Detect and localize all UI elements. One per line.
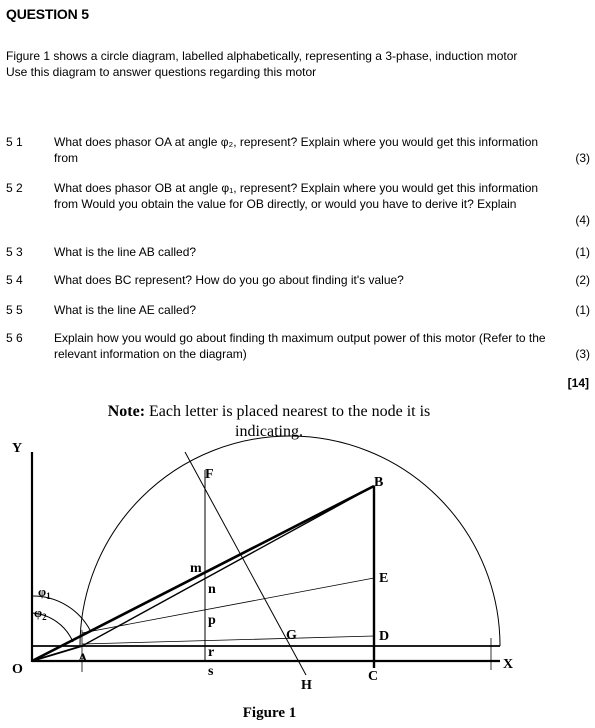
phi1-symbol: φ [38, 584, 47, 599]
label-s: s [208, 664, 214, 679]
line-ad [82, 636, 374, 644]
label-f: F [205, 467, 214, 482]
item-number: 5 1 [6, 135, 23, 149]
item-text: What does phasor OB at angle φ₁, represent? Explain where you would get this information from Would you obtain the value for OB directly, or would you have to derive it? Explain [54, 181, 539, 211]
note-text: Each letter is placed nearest to the node it is indicating. [149, 403, 431, 440]
label-a: A [78, 650, 88, 665]
label-p: p [208, 613, 216, 628]
item-marks: (2) [575, 273, 590, 287]
item-text: What does phasor OA at angle φ₂, represent? Explain where you would get this information from [54, 135, 539, 165]
label-phi2 [34, 605, 47, 622]
item-number: 5 5 [6, 303, 23, 317]
label-h: H [301, 678, 312, 693]
circle-diagram [0, 430, 595, 705]
label-d: D [379, 629, 390, 644]
item-number: 5 4 [6, 273, 23, 287]
item-marks: (4) [575, 213, 590, 227]
phasor-ob [32, 486, 374, 661]
figure-caption [0, 705, 595, 722]
item-text: What is the line AE called? [54, 303, 197, 317]
item-number: 5 6 [6, 331, 23, 345]
item-marks: (1) [575, 245, 590, 259]
label-c: C [368, 669, 379, 684]
label-x: X [503, 657, 514, 672]
label-phi1 [38, 584, 51, 601]
label-e: E [379, 571, 389, 586]
question-intro: Figure 1 shows a circle diagram, labelled alphabetically, representing a 3-phase, induction motor Use this diagram to answer questions regarding this motor [6, 49, 518, 79]
item-marks: (1) [575, 303, 590, 317]
label-o: O [12, 662, 23, 677]
phi1-subscript: 1 [46, 591, 51, 601]
item-number: 5 3 [6, 245, 23, 259]
label-n: n [208, 582, 216, 597]
item-marks: (3) [575, 347, 590, 361]
caption-text: Figure 1 [242, 705, 297, 721]
item-marks: (3) [575, 151, 590, 165]
phi2-symbol: φ [34, 605, 43, 620]
label-y: Y [12, 441, 23, 456]
item-text: What does BC represent? How do you go about finding it's value? [54, 273, 404, 287]
label-m: m [190, 561, 202, 576]
line-ab [82, 486, 374, 646]
phi2-subscript: 2 [42, 612, 47, 622]
item-number: 5 2 [6, 181, 23, 195]
note-label: Note: [107, 403, 146, 420]
label-b: B [374, 475, 384, 490]
line-ae [82, 578, 374, 633]
label-g: G [286, 628, 297, 643]
semicircle [80, 436, 500, 646]
item-text: What is the line AB called? [54, 245, 197, 259]
question-title: QUESTION 5 [6, 6, 89, 22]
total-marks: [14] [567, 376, 589, 390]
item-text: Explain how you would go about finding th maximum output power of this motor (Refer to the relevant information on the diagram) [54, 331, 546, 361]
label-r: r [208, 645, 215, 660]
